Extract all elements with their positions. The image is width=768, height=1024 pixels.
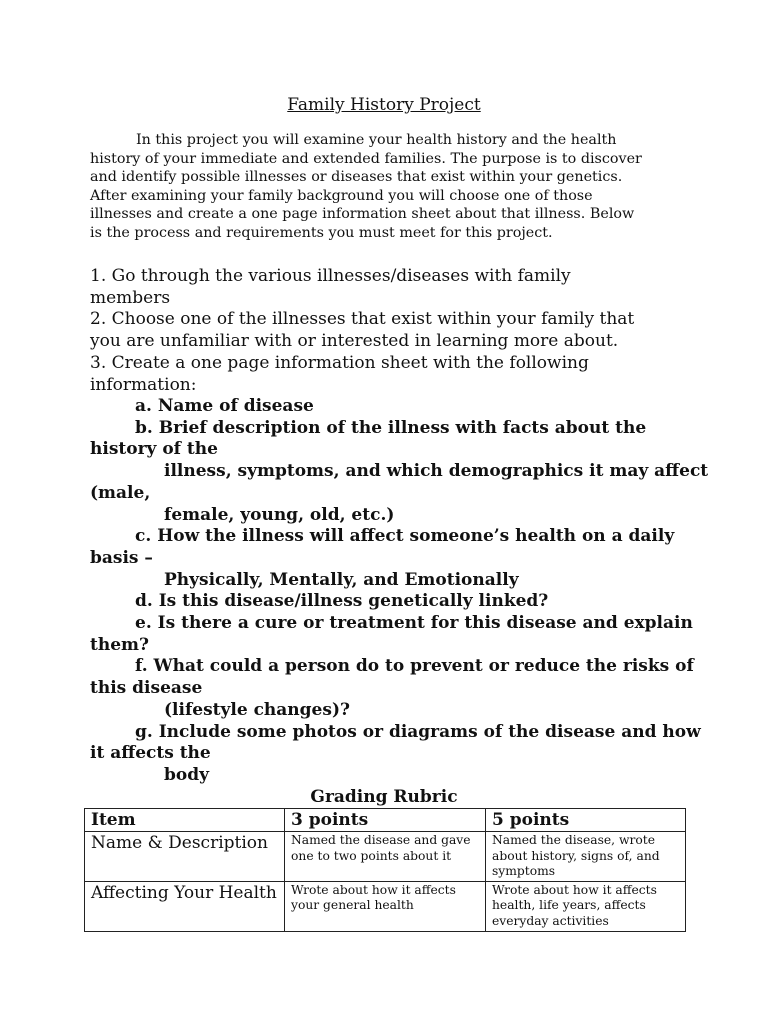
table-row (85, 881, 686, 931)
requirement-line: (lifestyle changes)? (164, 699, 350, 720)
intro-line: In this project you will examine your health history and the health (136, 132, 617, 148)
requirement-line: b. Brief description of the illness with facts about the (135, 417, 647, 438)
requirement-line: e. Is there a cure or treatment for this disease and explain (135, 613, 693, 634)
intro-line: is the process and requirements you must meet for this project. (90, 224, 553, 241)
requirement-line: basis – (90, 547, 153, 568)
steps-list (90, 266, 690, 396)
step-line: 1. Go through the various illnesses/diseases with family (90, 266, 571, 286)
rubric-item-cell: Affecting Your Health (85, 881, 285, 931)
rubric-item-cell: Name & Description (85, 832, 285, 882)
requirement-line: f. What could a person do to prevent or reduce the risks of (135, 656, 694, 677)
column-header-item: Item (85, 809, 285, 832)
requirement-line: c. How the illness will affect someone’s health on a daily (135, 526, 675, 547)
page-title: Family History Project (287, 95, 481, 115)
requirement-line: a. Name of disease (135, 396, 314, 416)
step-line: members (90, 287, 171, 308)
requirement-line: history of the (90, 439, 218, 460)
intro-line: history of your immediate and extended families. The purpose is to discover (90, 150, 642, 167)
rubric-5-points-cell: Wrote about how it affects health, life years, affects everyday activities (486, 881, 686, 931)
column-header-5-points: 5 points (486, 809, 686, 832)
column-header-3-points: 3 points (285, 809, 486, 832)
requirement-line: g. Include some photos or diagrams of the disease and how (135, 721, 701, 742)
table-header-row (85, 809, 686, 832)
requirement-line: body (164, 764, 209, 785)
rubric-5-points-cell: Named the disease, wrote about history, signs of, and symptoms (486, 832, 686, 882)
requirement-line: Physically, Mentally, and Emotionally (164, 569, 519, 590)
rubric-3-points-cell: Named the disease and gave one to two points about it (285, 832, 486, 882)
requirement-line: (male, (90, 482, 151, 503)
requirement-line: this disease (90, 678, 203, 699)
requirement-line: female, young, old, etc.) (164, 504, 395, 525)
step-line: 2. Choose one of the illnesses that exist within your family that (90, 309, 635, 330)
table-row (85, 832, 686, 882)
intro-line: illnesses and create a one page information sheet about that illness. Below (90, 206, 635, 223)
requirement-line: it affects the (90, 743, 211, 764)
rubric-title: Grading Rubric (310, 787, 458, 807)
intro-line: After examining your family background you will choose one of those (90, 187, 593, 204)
intro-paragraph (90, 131, 690, 243)
step-line: 3. Create a one page information sheet with the following (90, 352, 589, 373)
step-line: information: (90, 374, 197, 395)
requirements-list (90, 396, 709, 787)
rubric-3-points-cell: Wrote about how it affects your general health (285, 881, 486, 931)
grading-rubric-table (84, 808, 686, 932)
intro-line: and identify possible illnesses or diseases that exist within your genetics. (90, 169, 623, 186)
requirement-line: d. Is this disease/illness genetically linked? (135, 591, 549, 612)
requirement-line: them? (90, 634, 149, 655)
step-line: you are unfamiliar with or interested in learning more about. (90, 331, 619, 352)
requirement-line: illness, symptoms, and which demographics it may affect (164, 461, 709, 482)
